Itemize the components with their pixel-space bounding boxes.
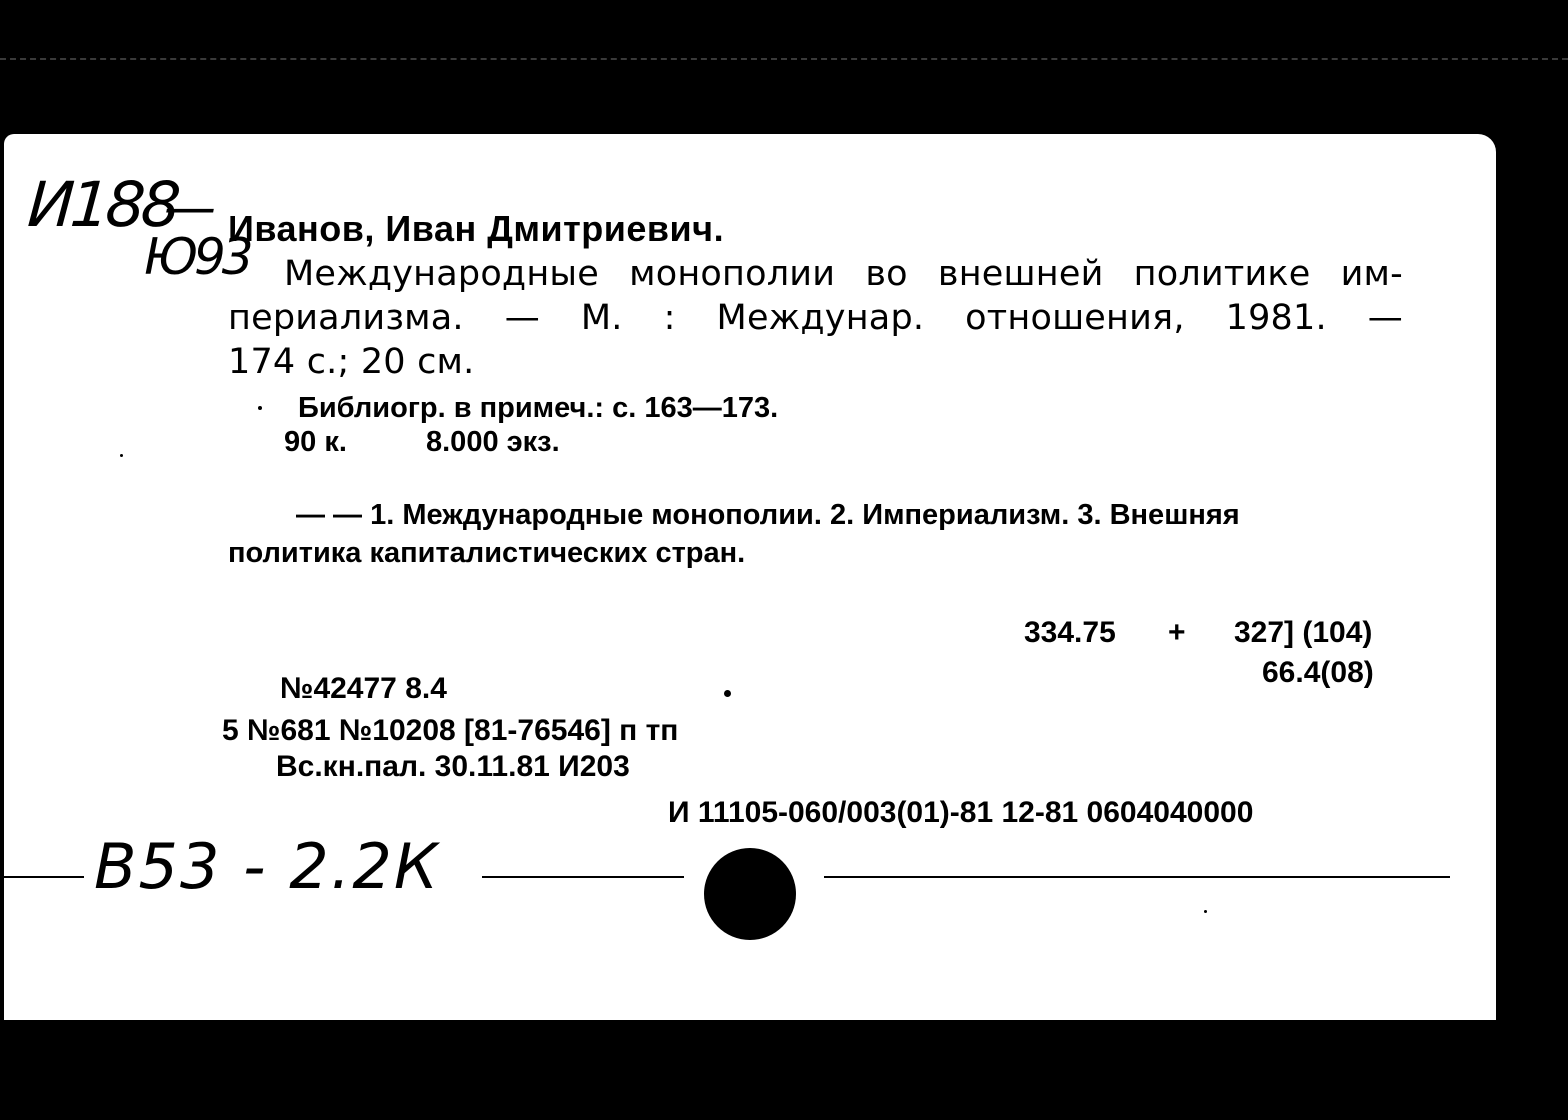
classification-geo: 327] (104)	[1234, 616, 1373, 649]
registry-line-2: 5 №681 №10208 [81-76546] п тп	[222, 714, 679, 747]
title-line-2: периализма. — М. : Междунар. отношения, 1981. —	[228, 298, 1403, 338]
registry-line-4: И 11105-060/003(01)-81 12-81 0604040000	[668, 796, 1254, 829]
title-line-1: Международные монополии во внешней политике им-	[284, 254, 1403, 294]
handwritten-call-number-top: И188	[25, 168, 180, 241]
subjects-line-2: политика капиталистических стран.	[228, 537, 746, 569]
speck	[724, 690, 731, 697]
punch-hole	[704, 848, 796, 940]
handwritten-call-number-dash: —	[164, 178, 216, 238]
classification-bbk: 66.4(08)	[1262, 656, 1374, 689]
handwritten-bottom-code: В53 - 2.2К	[94, 830, 440, 903]
title-statement	[228, 252, 1403, 384]
handwritten-call-number-bottom: Ю93	[144, 228, 250, 286]
title-line-3: 174 с.; 20 см.	[228, 342, 475, 382]
bottom-rule-middle	[482, 876, 684, 878]
subjects-line-1: — — 1. Международные монополии. 2. Империализм. 3. Внешняя	[296, 499, 1240, 531]
film-edge-dotted-line	[0, 58, 1568, 60]
author-heading: Иванов, Иван Дмитриевич.	[228, 208, 725, 249]
registry-line-3: Вс.кн.пал. 30.11.81 И203	[276, 750, 630, 783]
classification-udc: 334.75	[1024, 616, 1116, 649]
bottom-rule-right	[824, 876, 1450, 878]
catalog-card	[4, 134, 1496, 1020]
speck	[1204, 910, 1207, 913]
speck	[120, 454, 123, 457]
price: 90 к.	[284, 426, 347, 458]
classification-plus: +	[1168, 616, 1186, 649]
copies: 8.000 экз.	[426, 426, 560, 458]
bottom-rule-left	[4, 876, 84, 878]
bibliography-note: Библиогр. в примеч.: с. 163—173.	[298, 392, 779, 424]
registry-line-1: №42477 8.4	[280, 672, 447, 705]
speck	[258, 406, 262, 410]
subject-tracings	[228, 496, 1403, 572]
